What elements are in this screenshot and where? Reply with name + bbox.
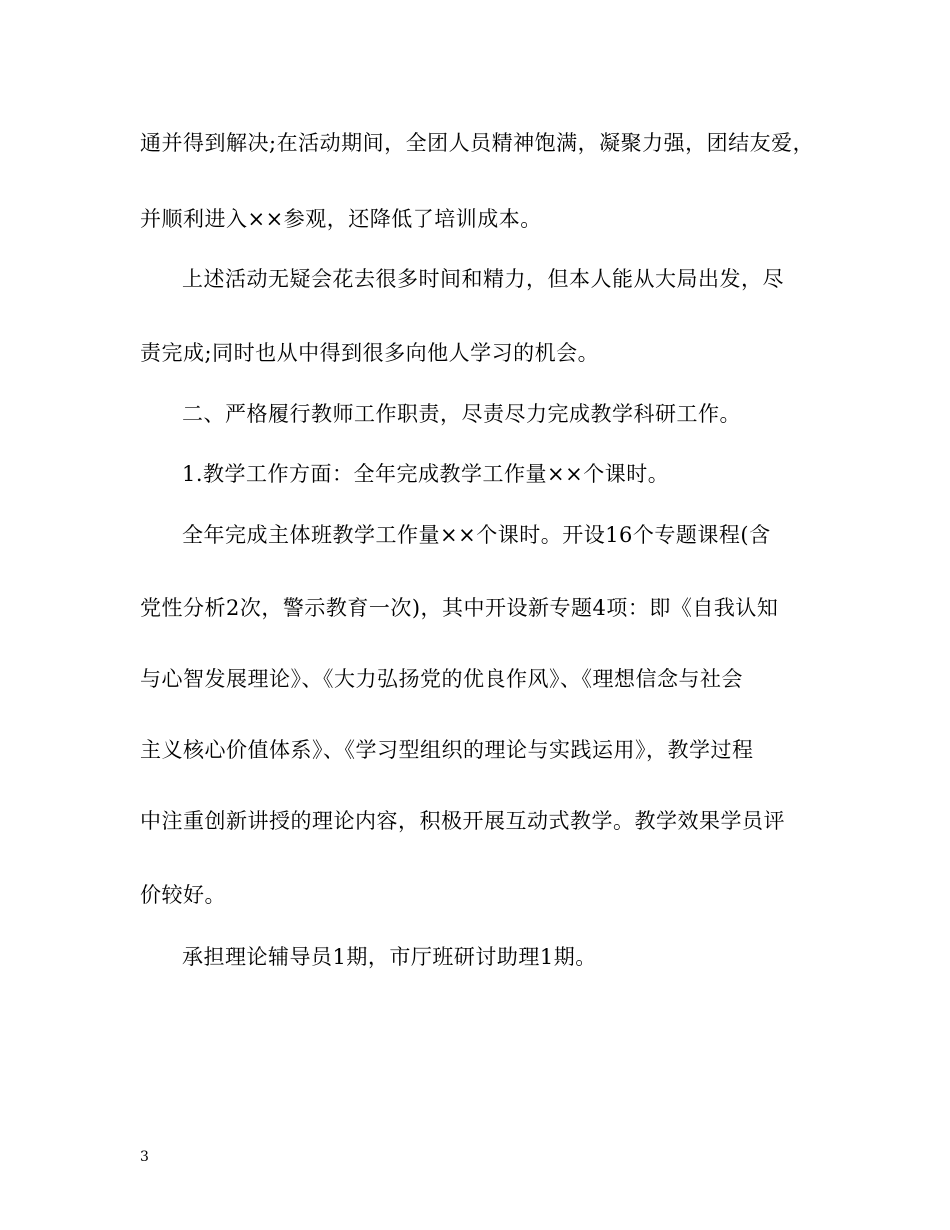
text-line-7: 全年完成主体班教学工作量××个课时。开设16个专题课程(含 [182,523,771,547]
text-line-1: 通并得到解决;在活动期间，全团人员精神饱满，凝聚力强，团结友爱， [140,131,815,155]
text-line-12: 价较好。 [140,883,226,907]
text-line-8: 党性分析2次，警示教育一次)，其中开设新专题4项：即《自我认知 [140,596,779,620]
text-line-2: 并顺利进入××参观，还降低了培训成本。 [140,207,542,231]
text-line-4: 责完成;同时也从中得到很多向他人学习的机会。 [140,341,600,365]
section-heading: 二、严格履行教师工作职责，尽责尽力完成教学科研工作。 [182,402,741,426]
text-line-13: 承担理论辅导员1期，市厅班研讨助理1期。 [182,945,597,969]
page-number: 3 [140,1149,149,1165]
text-line-11: 中注重创新讲授的理论内容，积极开展互动式教学。教学效果学员评 [140,809,785,833]
text-line-9: 与心智发展理论》、《大力弘扬党的优良作风》、《理想信念与社会 [140,667,743,691]
text-line-10: 主义核心价值体系》、《学习型组织的理论与实践运用》，教学过程 [140,738,754,762]
text-line-3: 上述活动无疑会花去很多时间和精力，但本人能从大局出发，尽 [182,267,784,291]
subsection-heading: 1.教学工作方面：全年完成教学工作量××个课时。 [182,462,670,486]
